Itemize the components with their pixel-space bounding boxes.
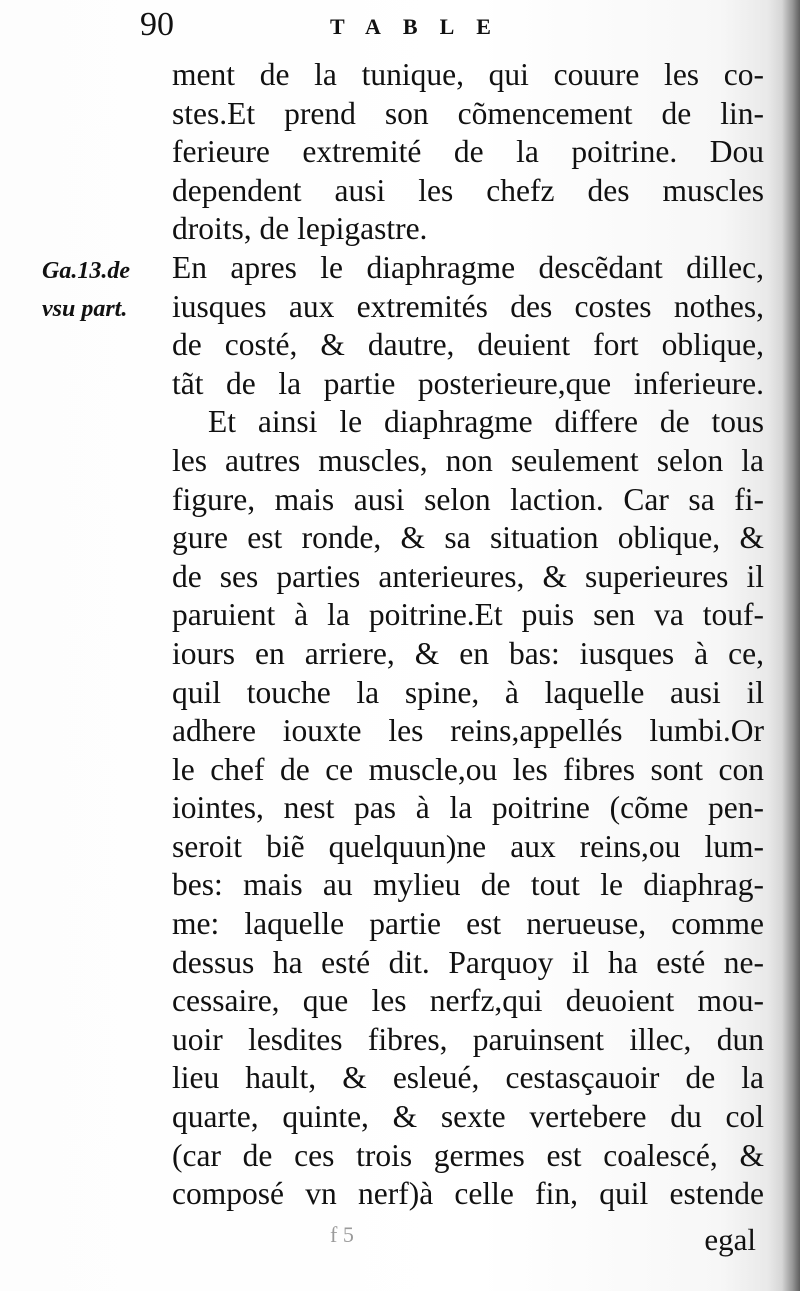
marginal-note xyxy=(42,252,172,328)
body-line-13: gure est ronde, & sa situation oblique, & xyxy=(172,520,764,556)
body-line-11: les autres muscles, non seulement selon la xyxy=(172,442,764,478)
body-line-2: stes.Et prend son cõmencement de lin- xyxy=(172,95,764,131)
body-line-27: lieu hault, & esleué, cestasçauoir de la xyxy=(172,1060,764,1096)
body-line-17: quil touche la spine, à laquelle ausi il xyxy=(172,674,764,710)
body-line-28: quarte, quinte, & sexte vertebere du col xyxy=(172,1099,764,1135)
body-line-24: dessus ha esté dit. Parquoy il ha esté ne- xyxy=(172,944,764,980)
body-line-25: cessaire, que les nerfz,qui deuoient mou- xyxy=(172,983,764,1019)
body-line-21: seroit biẽ quelquun)ne aux reins,ou lum- xyxy=(172,828,764,864)
marginal-note-line-1: Ga.13.de xyxy=(42,258,130,284)
show-through-left xyxy=(20,630,170,664)
body-line-19: le chef de ce muscle,ou les fibres sont con xyxy=(172,751,764,787)
body-line-5: droits, de lepigastre. xyxy=(172,211,428,247)
body-line-8: de costé, & dautre, deuient fort oblique, xyxy=(172,327,764,363)
body-line-1: ment de la tunique, qui couure les co- xyxy=(172,57,764,92)
body-line-30: composé vn nerf)à celle fin, quil estende xyxy=(172,1176,764,1212)
body-line-29: (car de ces trois germes est coalescé, & xyxy=(172,1137,764,1173)
body-text xyxy=(172,56,764,1214)
signature-mark: f 5 xyxy=(330,1222,354,1247)
marginal-note-line-2: vsu part. xyxy=(42,296,128,322)
body-line-10: Et ainsi le diaphragme differe de tous xyxy=(208,404,764,440)
body-line-16: iours en arriere, & en bas: iusques à ce, xyxy=(172,635,764,671)
body-line-20: iointes, nest pas à la poitrine (cõme pen- xyxy=(172,790,764,826)
running-head: TABLE xyxy=(330,14,513,39)
body-line-3: ferieure extremité de la poitrine. Dou xyxy=(172,134,764,170)
binding-shadow xyxy=(782,0,800,1291)
body-line-9: tãt de la partie posterieure,que inferieure. xyxy=(172,365,764,401)
page-number: 90 xyxy=(140,6,174,43)
body-line-12: figure, mais ausi selon laction. Car sa fi- xyxy=(172,481,764,517)
body-line-7: iusques aux extremités des costes nothes, xyxy=(172,288,764,324)
body-line-18: adhere iouxte les reins,appellés lumbi.Or xyxy=(172,713,764,749)
body-line-23: me: laquelle partie est nerueuse, comme xyxy=(172,906,764,942)
body-line-4: dependent ausi les chefz des muscles xyxy=(172,172,764,208)
body-line-14: de ses parties anterieures, & superieures il xyxy=(172,558,764,594)
body-line-26: uoir lesdites fibres, paruinsent illec, dun xyxy=(172,1021,764,1057)
body-line-15: paruient à la poitrine.Et puis sen va touf- xyxy=(172,597,764,633)
body-line-6: En apres le diaphragme descẽdant dillec, xyxy=(172,249,764,285)
body-line-22: bes: mais au mylieu de tout le diaphrag- xyxy=(172,867,764,903)
catchword: egal xyxy=(704,1222,756,1257)
